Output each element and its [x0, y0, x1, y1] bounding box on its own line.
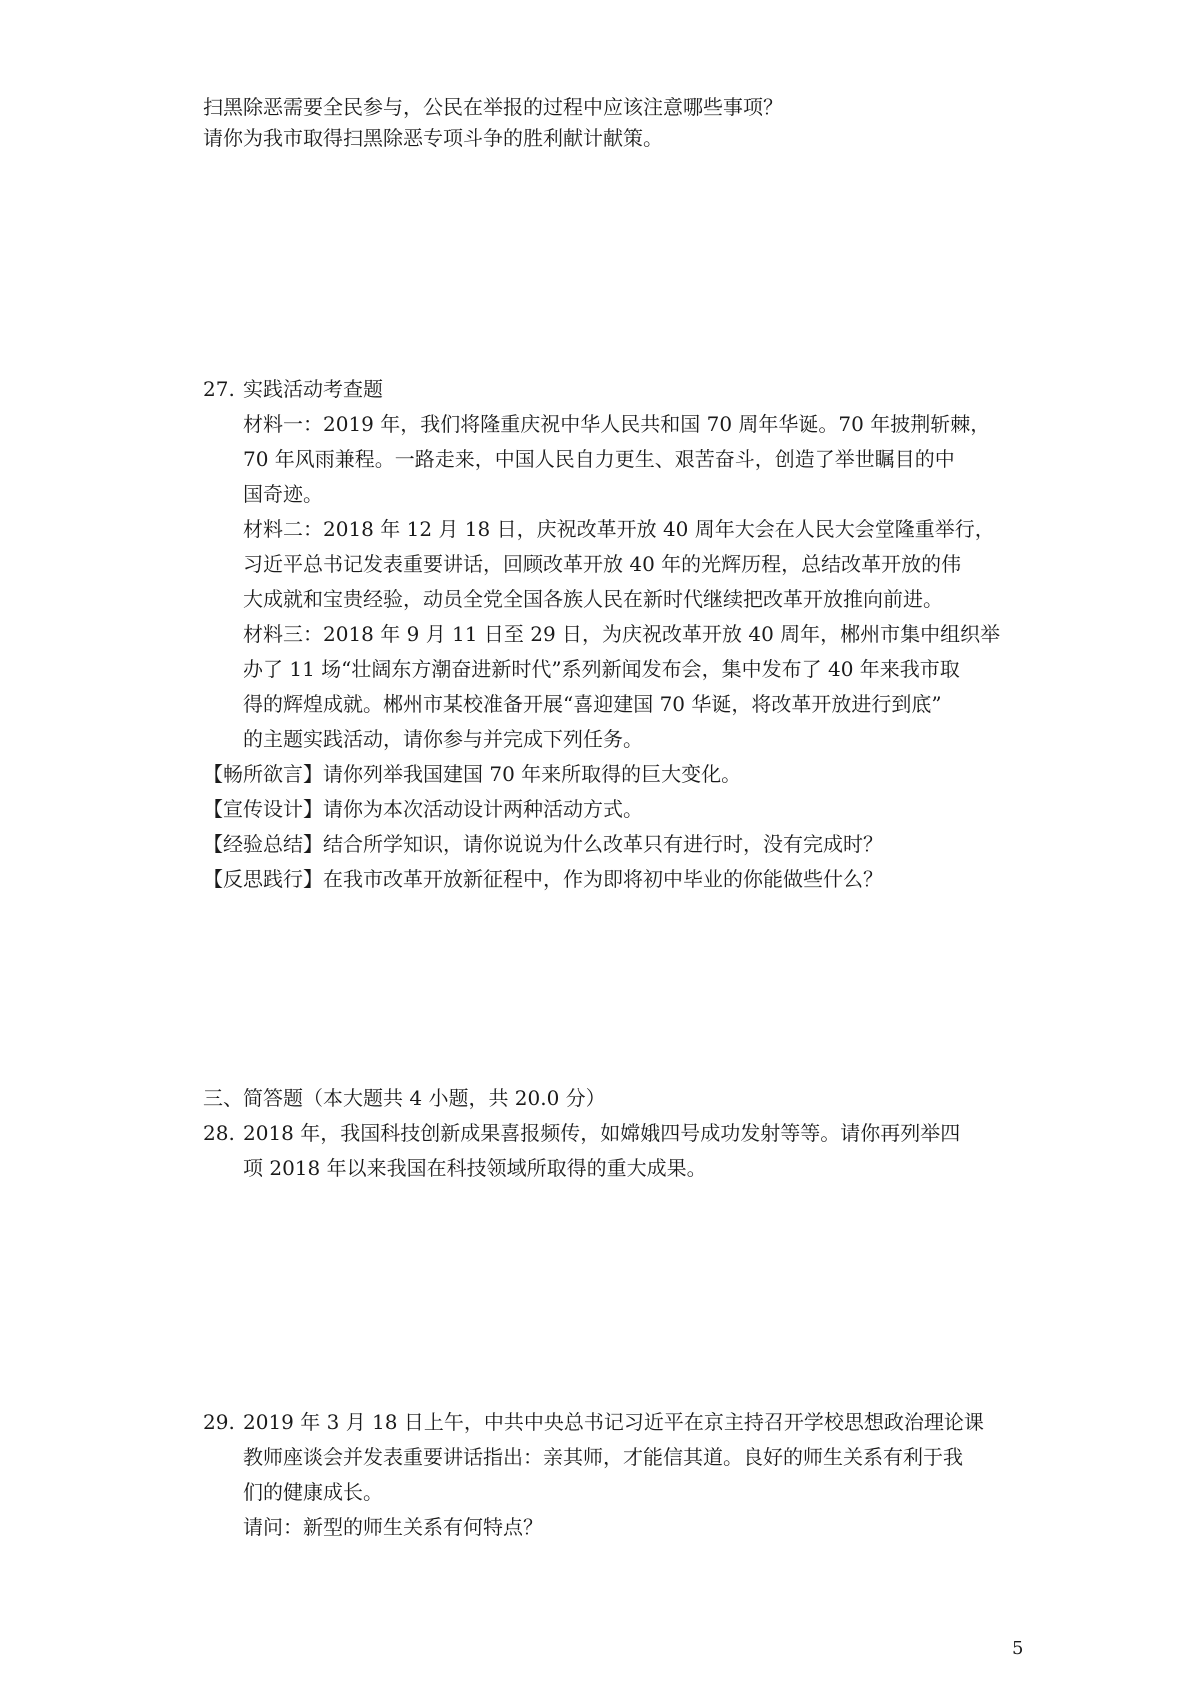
- q27-material-line: 办了 11 场“壮阔东方潮奋进新时代”系列新闻发布会，集中发布了 40 年来我市取: [243, 657, 960, 681]
- q29-line: 教师座谈会并发表重要讲话指出：亲其师，才能信其道。良好的师生关系有利于我: [243, 1445, 963, 1469]
- q27-task: 【宣传设计】请你为本次活动设计两种活动方式。: [203, 797, 643, 821]
- q27-material-line: 70 年风雨兼程。一路走来，中国人民自力更生、艰苦奋斗，创造了举世瞩目的中: [243, 447, 955, 471]
- q27-material-line: 习近平总书记发表重要讲话，回顾改革开放 40 年的光辉历程，总结改革开放的伟: [243, 552, 962, 576]
- q27-task: 【畅所欲言】请你列举我国建国 70 年来所取得的巨大变化。: [203, 762, 742, 786]
- section-heading: 三、简答题（本大题共 4 小题，共 20.0 分）: [203, 1086, 606, 1110]
- q27-title: 实践活动考查题: [243, 377, 383, 401]
- q27-task: 【经验总结】结合所学知识，请你说说为什么改革只有进行时，没有完成时？: [203, 832, 883, 856]
- q27-material-line: 得的辉煌成就。郴州市某校准备开展“喜迎建国 70 华诞，将改革开放进行到底”: [243, 692, 942, 716]
- q27-material-line: 的主题实践活动，请你参与并完成下列任务。: [243, 727, 643, 751]
- q27-material-line: 材料三：2018 年 9 月 11 日至 29 日，为庆祝改革开放 40 周年，郴州市集中组织举: [243, 622, 1001, 646]
- intro-line-2: 请你为我市取得扫黑除恶专项斗争的胜利献计献策。: [203, 126, 663, 150]
- q29-number: 29.: [203, 1410, 235, 1434]
- q29-line: 2019 年 3 月 18 日上午，中共中央总书记习近平在京主持召开学校思想政治理论课: [243, 1410, 984, 1434]
- q27-material-line: 材料二：2018 年 12 月 18 日，庆祝改革开放 40 周年大会在人民大会堂隆重举行，: [243, 517, 995, 541]
- q27-task: 【反思践行】在我市改革开放新征程中，作为即将初中毕业的你能做些什么？: [203, 867, 883, 891]
- intro-line-1: 扫黑除恶需要全民参与，公民在举报的过程中应该注意哪些事项？: [203, 95, 783, 119]
- q27-material-line: 材料一：2019 年，我们将隆重庆祝中华人民共和国 70 周年华诞。70 年披荆斩棘，: [243, 412, 991, 436]
- q27-material-line: 大成就和宝贵经验，动员全党全国各族人民在新时代继续把改革开放推向前进。: [243, 587, 943, 611]
- q28-line: 项 2018 年以来我国在科技领域所取得的重大成果。: [243, 1156, 707, 1180]
- q27-material-line: 国奇迹。: [243, 482, 323, 506]
- page-number: 5: [1012, 1638, 1024, 1659]
- q27-number: 27.: [203, 377, 235, 401]
- q29-line: 请问：新型的师生关系有何特点？: [243, 1515, 543, 1539]
- q28-number: 28.: [203, 1121, 235, 1145]
- q29-line: 们的健康成长。: [243, 1480, 383, 1504]
- q28-line: 2018 年，我国科技创新成果喜报频传，如嫦娥四号成功发射等等。请你再列举四: [243, 1121, 961, 1145]
